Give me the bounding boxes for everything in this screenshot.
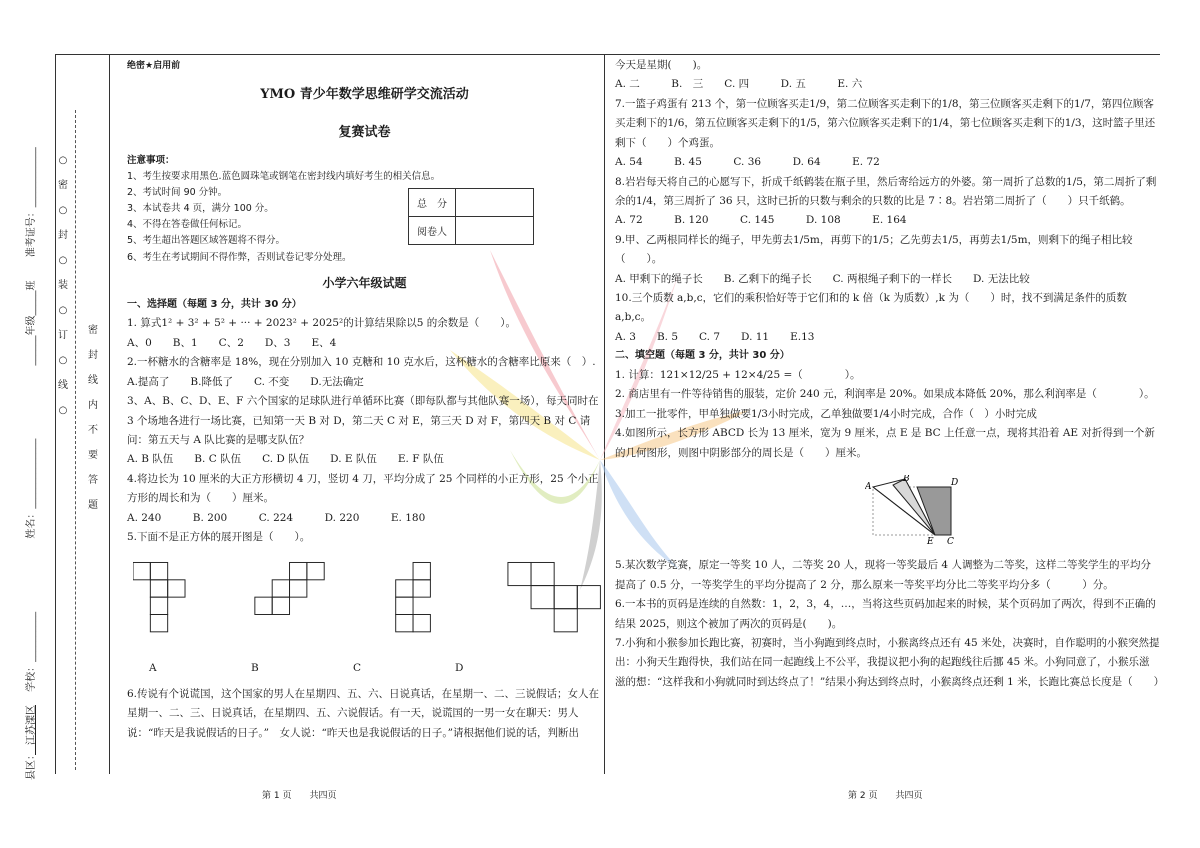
question-7: 7.一篮子鸡蛋有 213 个，第一位顾客买走1/9，第二位顾客买走剩下的1/8，第三位顾客买走剩下的1/7，第四位顾客买走剩下的1/6，第五位顾客买走剩下的1/5，第六位顾客买走剩下的1/4，第七位顾客买走剩下的1/3，这时篮子里还剩下（ ）个鸡蛋。 xyxy=(615,97,1156,149)
fill-7: 7.小狗和小猴参加长跑比赛，初赛时，当小狗跑到终点时，小猴离终点还有 45 米处，决赛时，自作聪明的小猴突然提出：小狗天生跑得快，我们站在同一起跑线上不公平，我提议把小狗的起跑线往后挪 45 米。小狗同意了，小猴乐滋滋的想：“这样我和小狗就同时到达终点了！”结果小狗达到终点时，小猴离终点还剩 1 米，长跑比赛总长度是（ ） xyxy=(615,637,1165,688)
seal-marks-column: ○ 密 ○ 封 ○ 装 ○ 订 ○ 线 ○ xyxy=(58,155,68,416)
notes-heading: 注意事项： xyxy=(127,154,175,166)
question-4-options: A. 240 B. 200 C. 224 D. 220 E. 180 xyxy=(127,511,426,524)
binding-border-right xyxy=(109,54,110,774)
note-item: 6、考生在考试期间不得作弊，否则试卷记零分处理。 xyxy=(127,251,352,263)
fill-6: 6.一本书的页码是连续的自然数：1，2，3，4，…，当将这些页码加起来的时候，某个页码加了两次，得到不正确的结果 2025，则这个被加了两次的页码是( )。 xyxy=(615,598,1156,630)
page-footer-1: 第 1 页 共四页 xyxy=(262,791,337,801)
score-grader-label: 阅卷人 xyxy=(409,217,456,245)
fig-label-a: A xyxy=(865,481,872,492)
question-6: 6.传说有个说谎国，这个国家的男人在星期四、五、六、日说真话，在星期一、二、三说假话；女人在星期一、二、三、日说真话，在星期四、五、六说假话。有一天，说谎国的一男一女在聊天：男人说：“昨天是我说假话的日子。” 女人说：“昨天也是我说假话的日子。”请根据他们说的话，判断出 xyxy=(127,687,600,739)
question-1: 1. 算式1² + 3² + 5² + ··· + 2023² + 2025²的计算结果除以5 的余数是（ ）。 xyxy=(127,317,517,330)
cube-nets xyxy=(133,561,602,651)
note-item: 3、本试卷共 4 页，满分 100 分。 xyxy=(127,203,274,215)
question-2-options: A.提高了 B.降低了 C. 不变 D.无法确定 xyxy=(127,375,364,388)
question-7-options: A. 54 B. 45 C. 36 D. 64 E. 72 xyxy=(615,156,880,169)
question-1-options: A、0 B、1 C、2 D、3 E、4 xyxy=(127,336,337,349)
note-item: 1、考生按要求用黑色.蓝色圆珠笔或钢笔在密封线内填好考生的相关信息。 xyxy=(127,170,441,182)
top-rule xyxy=(55,54,1160,55)
section-heading: 二、填空题（每题 3 分，共计 30 分） xyxy=(615,350,790,362)
net-label: A xyxy=(149,662,157,675)
question-2: 2.一杯糖水的含糖率是 18%，现在分别加入 10 克糖和 10 克水后，这杯糖水的含糖率比原来（ ）. xyxy=(127,356,596,369)
fig-label-d: D xyxy=(951,477,959,488)
question-5: 5.下面不是正方体的展开图是（ ）。 xyxy=(127,531,311,544)
fill-4: 4.如图所示，长方形 ABCD 长为 13 厘米，宽为 9 厘米，点 E 是 BC 上任意一点，现将其沿着 AE 对折得到一个新的几何图形，则图中阴影部分的周长是（ ）厘米。 xyxy=(615,427,1155,459)
question-6-cont: 今天是星期( )。 xyxy=(615,59,708,71)
score-grader-cell xyxy=(456,217,534,245)
score-table xyxy=(408,188,534,245)
fill-2: 2. 商店里有一件等待销售的服装，定价 240 元，利润率是 20%。如果成本降低 20%，那么利润率是（ ）。 xyxy=(615,388,1155,401)
net-label: D xyxy=(455,662,464,675)
fill-3: 3.加工一批零件，甲单独做要1/3小时完成，乙单独做要1/4小时完成，合作（ ）小时完成 xyxy=(615,407,1037,420)
page-1 xyxy=(127,58,602,743)
score-total-label: 总 分 xyxy=(409,189,456,217)
binding-border-left xyxy=(55,54,56,774)
fig-label-c: C xyxy=(947,536,954,545)
fig-label-b: B xyxy=(903,474,910,484)
cube-net-c xyxy=(388,561,446,641)
cube-net-d xyxy=(506,561,602,641)
exam-title: YMO 青少年数学思维研学交流活动 xyxy=(260,86,469,102)
fig-label-e: E xyxy=(927,536,934,545)
net-label: C xyxy=(353,662,362,675)
grade-title: 小学六年级试题 xyxy=(322,275,407,290)
seal-dash-line xyxy=(75,110,76,770)
question-10: 10.三个质数 a,b,c，它们的乘积恰好等于它们和的 k 倍（k 为质数）,k 为（ ）时，找不到满足条件的质数 a,b,c。 xyxy=(615,292,1127,324)
question-10-options: A. 3 B. 5 C. 7 D. 11 E.13 xyxy=(615,330,815,343)
score-total-cell xyxy=(456,189,534,217)
cube-net-labels xyxy=(149,659,602,678)
secret-mark: 绝密★启用前 xyxy=(127,61,181,71)
note-item: 5、考生超出答题区域答题将不得分。 xyxy=(127,235,286,247)
note-item: 4、不得在答卷做任何标记。 xyxy=(127,219,248,231)
page-2 xyxy=(615,56,1165,692)
county-field: 县区： 江苏溧区 学校：__________ 姓名：______________ ______年级_____班 准考证号：____________ xyxy=(26,147,37,780)
fill-1: 1. 计算：121×12/25 + 12×4/25 =（ ）。 xyxy=(615,368,861,381)
question-4: 4.将边长为 10 厘米的大正方形横切 4 刀，竖切 4 刀，平均分成了 25 个同样的小正方形，25 个小正方形的周长和为（ ）厘米。 xyxy=(127,472,599,505)
section-heading: 一、选择题（每题 3 分，共计 30 分） xyxy=(127,298,302,310)
question-9-options: A. 甲剩下的绳子长 B. 乙剩下的绳子长 C. 两根绳子剩下的一样长 D. 无法比较 xyxy=(615,272,1030,285)
cube-net-b xyxy=(251,561,328,641)
page-footer-2: 第 2 页 共四页 xyxy=(848,791,923,801)
question-6-options: A. 二 B. 三 C. 四 D. 五 E. 六 xyxy=(615,78,863,91)
net-label: B xyxy=(251,662,259,675)
note-item: 2、考试时间 90 分钟。 xyxy=(127,187,228,199)
rectangle-fold-figure xyxy=(865,475,965,545)
question-8-options: A. 72 B. 120 C. 145 D. 108 E. 164 xyxy=(615,214,907,227)
fill-5: 5.某次数学竞赛，原定一等奖 10 人，二等奖 20 人，现将一等奖最后 4 人调整为二等奖，这样二等奖学生的平均分提高了 0.5 分，一等奖学生的平均分提高了 2 分，那么原来一等奖平均分比二等奖平均分多（ ）分。 xyxy=(615,559,1151,591)
question-9: 9.甲、乙两根同样长的绳子，甲先剪去1/5m，再剪下的1/5；乙先剪去1/5，再剪去1/5m，则剩下的绳子相比较（ ）。 xyxy=(615,233,1133,266)
question-3-options: A. B 队伍 B. C 队伍 C. D 队伍 D. E 队伍 E. F 队伍 xyxy=(127,453,444,466)
question-8: 8.岩岩每天将自己的心愿写下，折成千纸鹤装在瓶子里，然后寄给远方的外婆。第一周折了总数的1/5，第二周折了剩余的1/4，第三周折了 36 只，这时已折的只数与剩余的只数的比是 7∶8。岩岩第二周折了（ ）只千纸鹤。 xyxy=(615,175,1157,207)
seal-warning-column: 密 封 线 内 不 要 答 题 xyxy=(88,325,98,511)
question-3: 3、A、B、C、D、E、F 六个国家的足球队进行单循环比赛（即每队都与其他队赛一场），每天同时在 3 个场地各进行一场比赛，已知第一天 B 对 D，第二天 C 对 E，第三天 D 对 F，第四天 B 对 C 请问：第五天与 A 队比赛的是哪支队伍？ xyxy=(127,395,599,446)
exam-subtitle: 复赛试卷 xyxy=(338,124,391,140)
cube-net-a xyxy=(133,561,191,641)
